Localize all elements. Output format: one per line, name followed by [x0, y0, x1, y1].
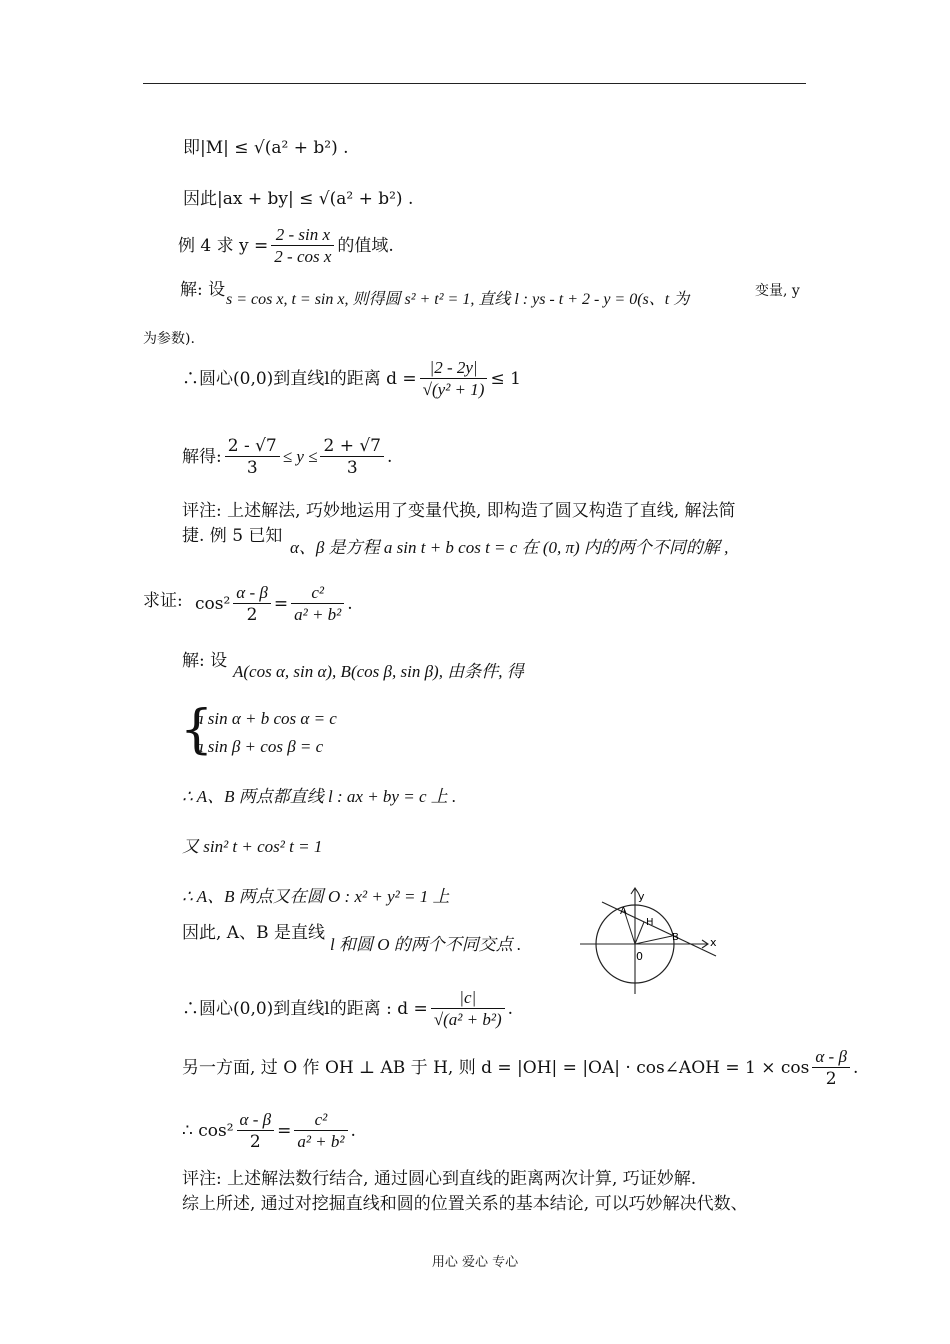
solution-4-label: 解: 设 [180, 280, 226, 300]
example-4-fraction [271, 225, 334, 268]
prove-equals: = [273, 594, 289, 614]
prove-fraction-2 [291, 583, 344, 626]
ab-on-circle: ∴ A、B 两点又在圆 O : x² + y² = 1 上 [182, 887, 450, 906]
text-line-1: 即|M| ≤ √(a² + b²) . [183, 138, 349, 158]
result-middle: ≤ y ≤ [282, 447, 318, 466]
point-h-label: H [646, 917, 654, 928]
fraction-denominator: 2 [249, 1132, 261, 1152]
fraction-numerator: |2 - 2y| [420, 358, 488, 379]
solution-4-params: 为参数). [143, 331, 195, 347]
result-fraction-upper [320, 436, 384, 479]
segment-oh [635, 922, 644, 944]
prove-label: 求证: [143, 591, 183, 611]
fraction-numerator: α - β [237, 1110, 275, 1131]
sin-identity: 又 sin² t + cos² t = 1 [182, 837, 323, 856]
hence-label: 因此, A、B 是直线 [182, 923, 325, 943]
fraction-denominator: 2 [246, 605, 258, 625]
hence-body: l 和圆 O 的两个不同交点 . [330, 935, 522, 954]
ab-on-line: ∴ A、B 两点都直线 l : ax + by = c 上 . [182, 787, 457, 806]
comment-2: 评注: 上述解法数行结合, 通过圆心到直线的距离两次计算, 巧证妙解. [182, 1169, 697, 1189]
system-eq-1: a sin α + b cos α = c [195, 709, 337, 728]
text-line-2: 因此|ax + by| ≤ √(a² + b²) . [183, 189, 414, 209]
comment-1b-body: α、β 是方程 a sin t + b cos t = c 在 (0, π) 内的两个不同的解 , [290, 538, 729, 557]
conclusion-equals: = [277, 1121, 292, 1141]
conclusion-prefix: ∴ cos² [182, 1121, 234, 1141]
conclusion-suffix: . [350, 1121, 356, 1141]
page-footer: 用心 爱心 专心 [431, 1255, 519, 1270]
fraction-denominator: √(y² + 1) [422, 380, 485, 399]
fraction-numerator: 2 - √7 [225, 436, 280, 457]
summary: 综上所述, 通过对挖掘直线和圆的位置关系的基本结论, 可以巧妙解决代数、 [182, 1194, 748, 1214]
result-suffix: . [387, 447, 393, 467]
fraction-numerator: |c| [431, 988, 505, 1009]
prove-suffix: . [347, 594, 353, 614]
result-fraction-lower [225, 436, 280, 479]
fraction-denominator: 3 [246, 458, 258, 478]
solution-5-body: A(cos α, sin α), B(cos β, sin β), 由条件, 得 [233, 662, 524, 681]
prove-formula [195, 583, 353, 626]
solution-4-tail: 变量, y [755, 283, 800, 299]
prove-fraction-1 [233, 583, 271, 626]
result-prefix: 解得: [182, 447, 222, 467]
comment-1b-label: 捷. 例 5 已知 [182, 526, 283, 546]
conclusion-fraction-1 [237, 1110, 275, 1153]
fraction-denominator: 3 [346, 458, 358, 478]
fraction-numerator: 2 + √7 [320, 436, 384, 457]
segment-ob [635, 936, 672, 944]
distance-fraction [420, 358, 488, 401]
axis-y-label: y [638, 890, 645, 903]
fraction-numerator: c² [294, 1110, 347, 1131]
header-rule [143, 83, 806, 84]
other-hand-text: 另一方面, 过 O 作 OH ⊥ AB 于 H, 则 d = |OH| = |OA| · cos∠AOH = 1 × cos [182, 1058, 810, 1078]
conclusion-line [182, 1110, 356, 1153]
distance-2-line [182, 988, 513, 1031]
system-brace: { [180, 700, 214, 760]
axis-x-label: x [710, 936, 717, 949]
other-hand-fraction [812, 1047, 850, 1090]
other-hand-line [182, 1047, 858, 1090]
fraction-denominator: 2 - cos x [274, 247, 332, 266]
distance-prefix: ∴圆心(0,0)到直线l的距离 d = [182, 369, 417, 389]
prove-cos: cos² [195, 594, 231, 614]
fraction-numerator: α - β [812, 1047, 850, 1068]
distance-line [182, 358, 521, 401]
fraction-denominator: a² + b² [294, 605, 342, 624]
distance-2-fraction [431, 988, 505, 1031]
solution-5-label: 解: 设 [182, 651, 228, 671]
solution-4-body: s = cos x, t = sin x, 则得圆 s² + t² = 1, 直线 l : ys - t + 2 - y = 0(s、t 为 [226, 291, 690, 308]
example-4-suffix: 的值域. [337, 236, 394, 256]
fraction-numerator: 2 - sin x [271, 225, 334, 246]
fraction-numerator: c² [291, 583, 344, 604]
distance-2-suffix: . [507, 999, 514, 1019]
example-4 [178, 225, 394, 268]
comment-1: 评注: 上述解法, 巧妙地运用了变量代换, 即构造了圆又构造了直线, 解法简 [182, 501, 736, 521]
other-hand-suffix: . [852, 1058, 859, 1078]
system-eq-2: a sin β + cos β = c [195, 737, 324, 756]
point-b-label: B [672, 932, 679, 943]
example-4-prefix: 例 4 求 y = [178, 236, 269, 256]
fraction-denominator: 2 [825, 1069, 837, 1089]
fraction-denominator: a² + b² [297, 1132, 345, 1151]
distance-2-prefix: ∴圆心(0,0)到直线l的距离 : d = [182, 999, 428, 1019]
fraction-numerator: α - β [233, 583, 271, 604]
point-a-label: A [620, 906, 627, 917]
distance-suffix: ≤ 1 [490, 369, 521, 389]
fraction-denominator: √(a² + b²) [433, 1010, 502, 1029]
conclusion-fraction-2 [294, 1110, 347, 1153]
origin-label: 0 [636, 950, 643, 963]
result-line [182, 436, 392, 479]
circle-figure [580, 884, 730, 1004]
